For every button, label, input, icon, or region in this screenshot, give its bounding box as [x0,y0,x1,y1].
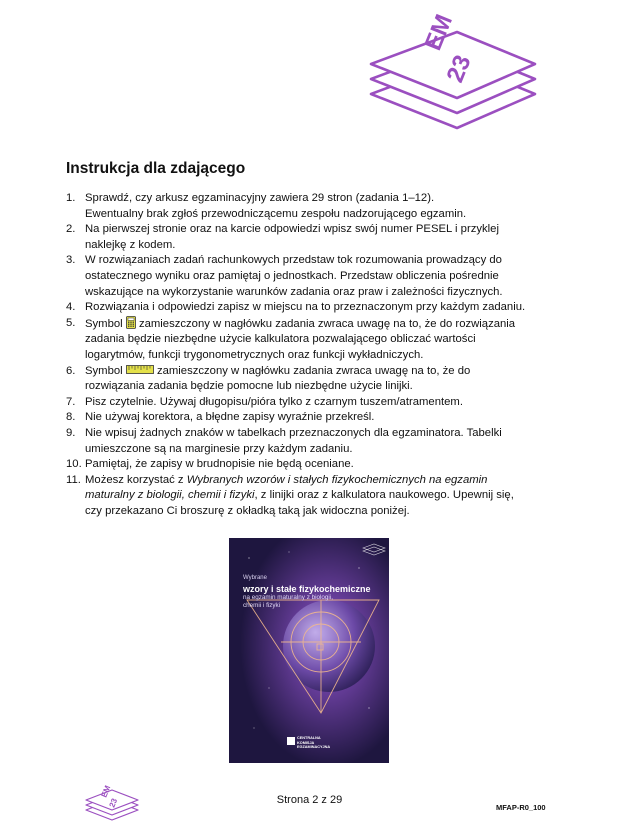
publisher-line: CENTRALNA [297,736,321,740]
item-text: umieszczone są na marginesie przy każdym zadaniu. [85,442,353,455]
instruction-item [66,316,556,364]
instruction-item [66,395,556,411]
ruler-icon [126,365,154,374]
instruction-item [66,300,556,316]
item-text: W rozwiązaniach zadań rachunkowych przedstaw tok rozumowania prowadzący do [85,254,502,267]
item-text: Możesz korzystać z [85,473,187,486]
instruction-list [66,191,556,519]
item-number: 9. [66,426,76,439]
item-text: Sprawdź, czy arkusz egzaminacyjny zawiera 29 stron (zadania 1–12). [85,192,435,204]
item-number: 4. [66,301,76,314]
item-number: 3. [66,254,76,267]
cover-subtitle: na egzamin maturalny z biologii, [243,594,333,601]
item-number: 10. [66,458,82,471]
cover-subtitle: chemii i fizyki [243,601,281,609]
item-number: 2. [66,223,76,236]
instruction-item [66,457,556,473]
cover-bold-title: wzory i stałe fizykochemiczne [243,584,371,594]
item-text: , z linijki oraz z kalkulatora naukowego. Upewnij się, [254,489,514,502]
item-text: zadania będzie niezbędne użycie kalkulatora pozwalającego obliczać wartości [85,333,476,346]
item-number: 5. [66,316,76,329]
brochure-cover-image [229,538,389,763]
instruction-item [66,364,556,395]
cke-mark-icon [287,737,295,745]
item-text: Pisz czytelnie. Używaj długopisu/pióra tylko z czarnym tuszem/atramentem. [85,395,463,408]
item-text: Symbol [85,317,123,330]
svg-text:23: 23 [441,51,477,87]
item-text: czy przekazano Ci broszurę z okładką taką jak widoczna poniżej. [85,504,410,517]
instruction-item [66,253,556,300]
instruction-item [66,222,556,253]
publisher-line: KOMISJA [297,740,315,745]
exam-code: MFAP-R0_100 [496,803,546,812]
page-number: Strona 2 z 29 [276,794,343,806]
item-text: Rozwiązania i odpowiedzi zapisz w miejscu na to przeznaczonym przy każdym zadaniu. [85,301,526,314]
item-text: rozwiązania zadania będzie pomocne lub niezbędne użycie linijki. [85,380,413,393]
item-number: 6. [66,364,76,377]
page-heading: Instrukcja dla zdającego [66,160,246,177]
item-text: Na pierwszej stronie oraz na karcie odpowiedzi wpisz swój numer PESEL i przyklej [85,223,499,236]
cover-publisher [287,736,357,750]
item-number: 11. [66,473,81,486]
em23-logo [365,6,540,134]
item-number: 7. [66,395,76,408]
svg-text:EM: EM [99,784,113,799]
item-text: wskazujące na wykorzystanie warunków zadania oraz praw i zależności fizycznych. [85,285,503,298]
svg-text:EM: EM [419,10,459,55]
instruction-item [66,473,556,520]
cover-small-text: Wybrane [243,575,267,581]
calculator-icon [126,316,136,329]
brochure-title: Wybranych wzorów i stałych fizykochemicznych na egzamin [186,473,488,486]
item-text: Symbol [85,364,123,377]
item-text: logarytmów, funkcji trygonometrycznych oraz funkcji wykładniczych. [85,348,424,361]
item-text: Ewentualny brak zgłoś przewodniczącemu zespołu nadzorującego egzamin. [85,207,467,220]
instruction-item [66,410,556,426]
svg-text:23: 23 [107,797,120,809]
item-text: ostatecznego wyniku oraz pamiętaj o jednostkach. Przedstaw obliczenia pośrednie [85,269,499,282]
item-text: zamieszczony w nagłówku zadania zwraca uwagę na to, że do rozwiązania [138,317,516,330]
brochure-title-cont: maturalny z biologii, chemii i fizyki [85,489,255,502]
item-text: naklejkę z kodem. [85,238,176,251]
cover-title [243,566,383,609]
publisher-line: EGZAMINACYJNA [297,745,331,750]
instruction-item [66,426,556,457]
item-number: 8. [66,411,76,424]
item-text: Nie używaj korektora, a błędne zapisy wyraźnie przekreśl. [85,411,375,424]
item-text: Nie wpisuj żadnych znaków w tabelkach przeznaczonych dla egzaminatora. Tabelki [85,426,502,439]
instruction-item [66,191,556,222]
item-text: Pamiętaj, że zapisy w brudnopisie nie będą oceniane. [85,458,354,471]
item-text: zamieszczony w nagłówku zadania zwraca uwagę na to, że do [156,364,471,377]
item-number: 1. [66,192,76,204]
